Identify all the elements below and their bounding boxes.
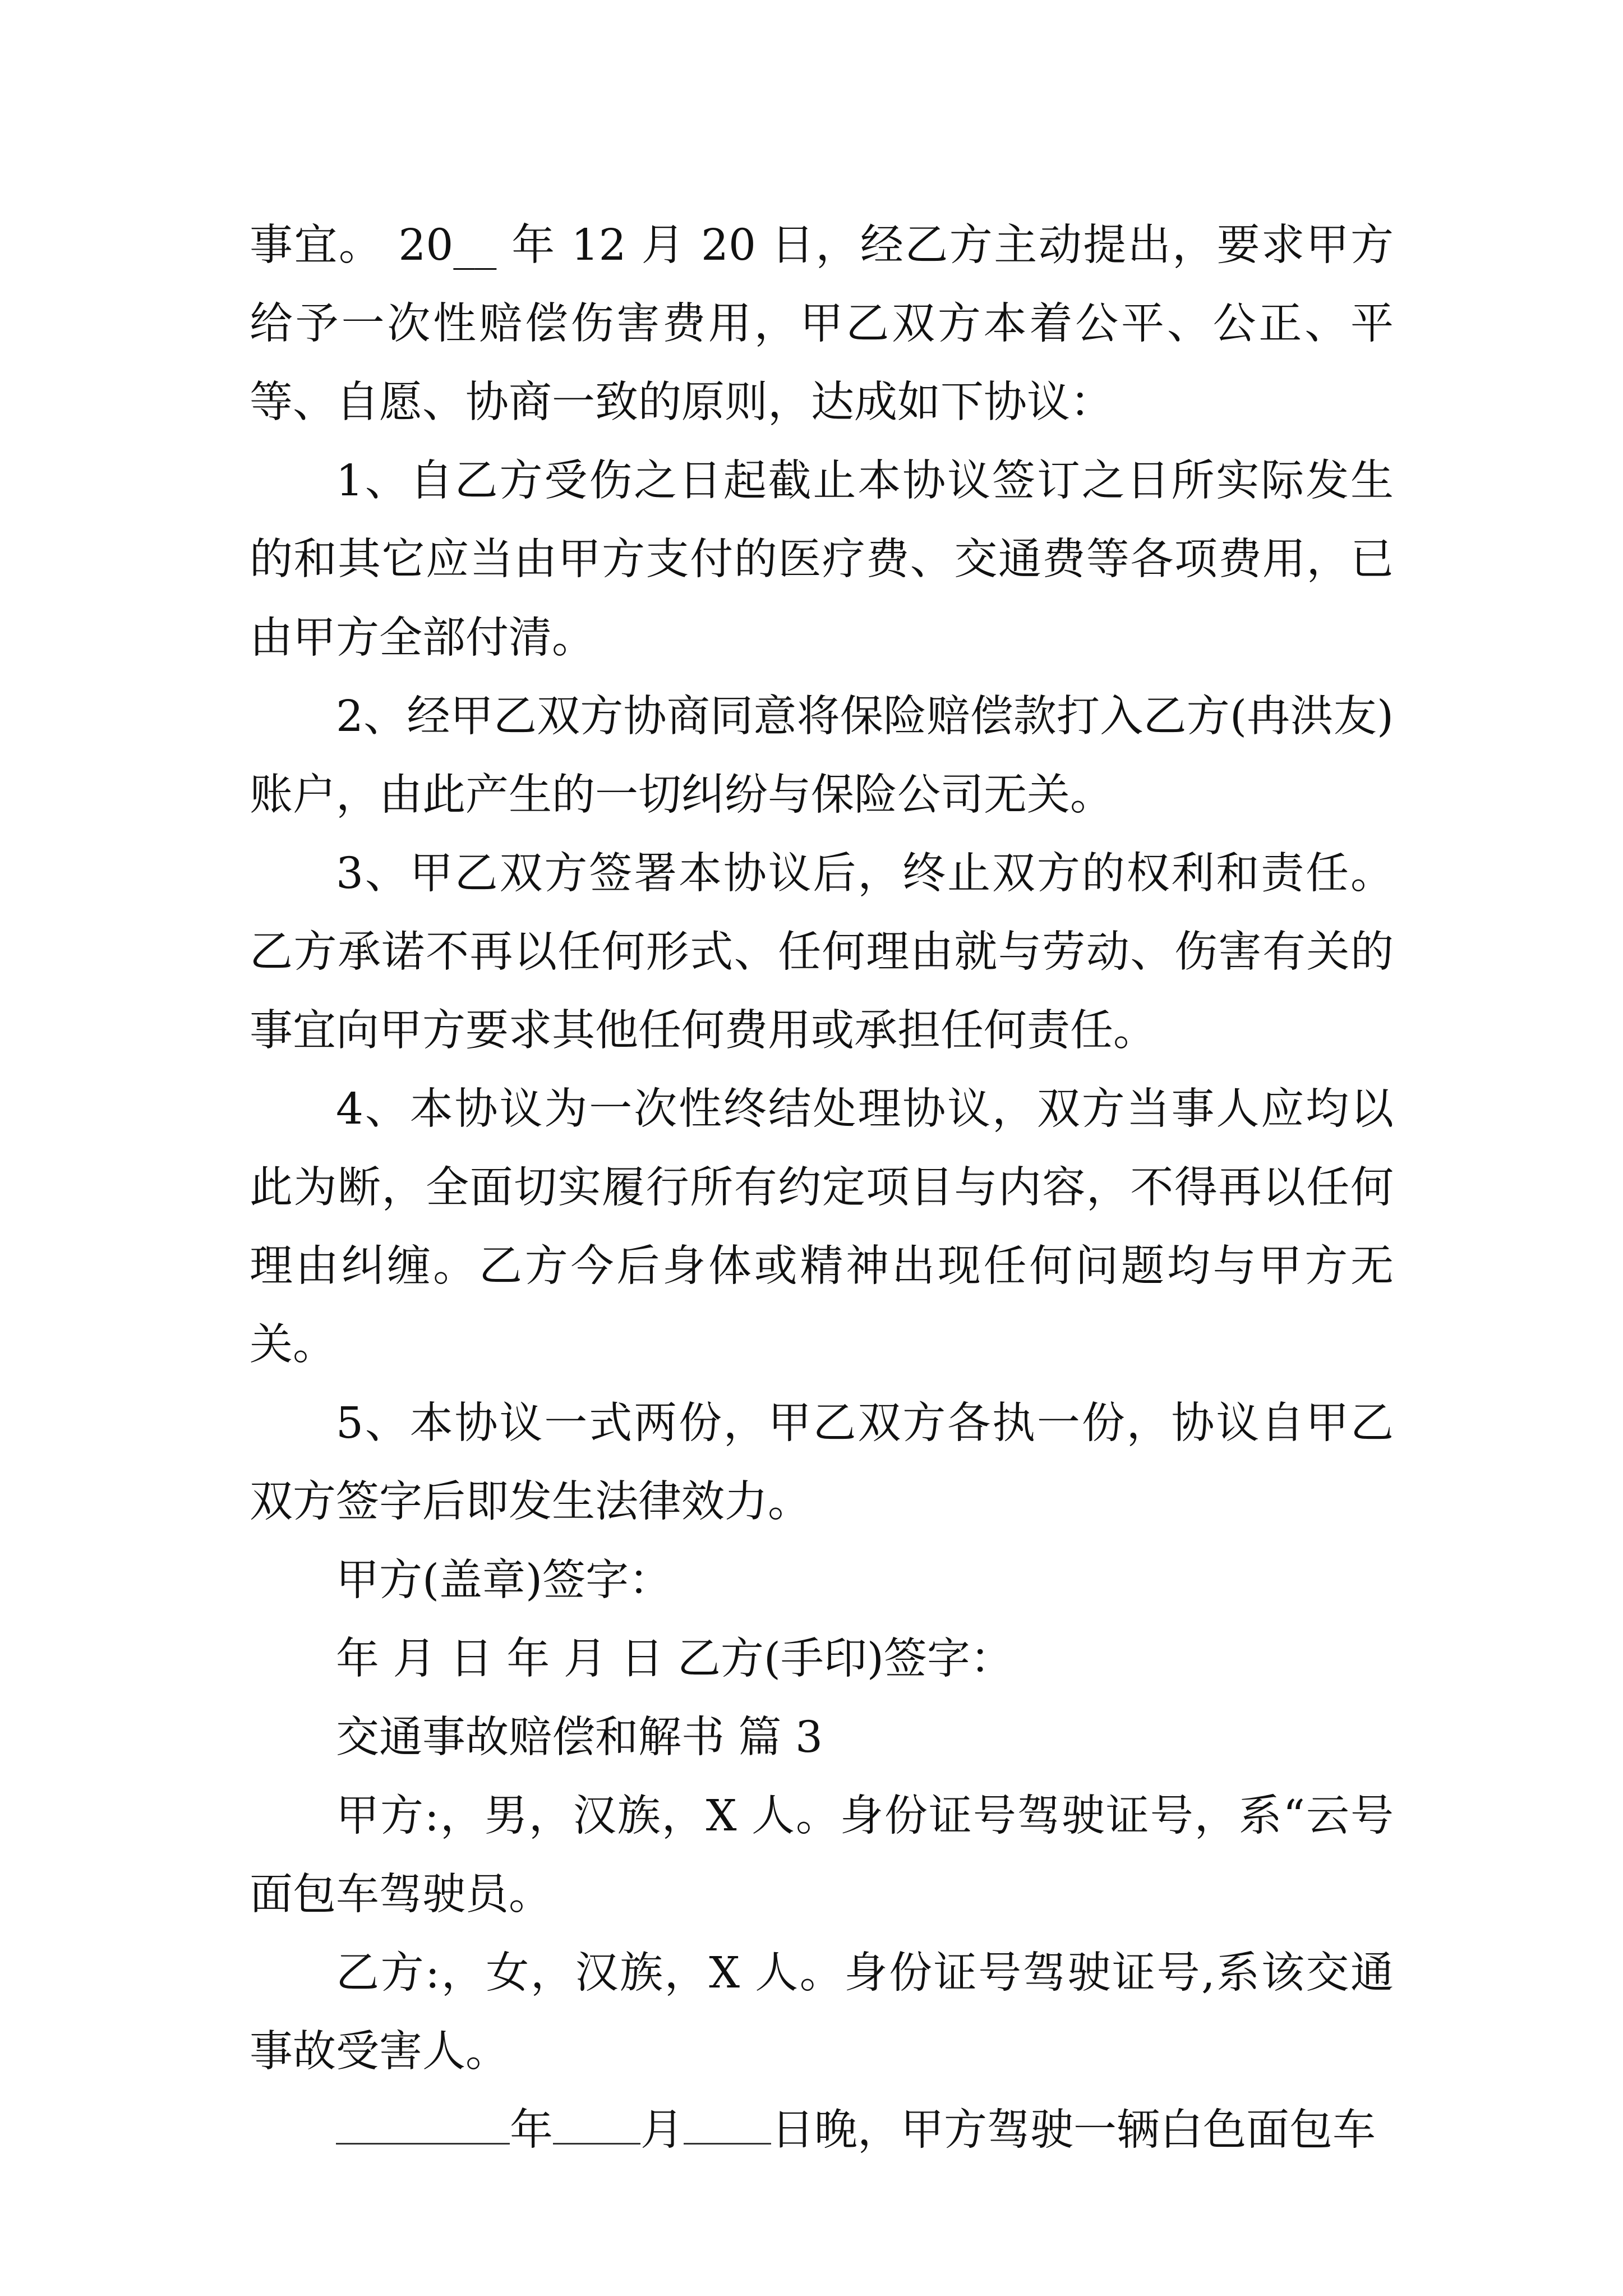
document-body	[250, 206, 1394, 2170]
section-heading: 交通事故赔偿和解书 篇 3	[336, 1713, 823, 1763]
signature-dates-party-b: 年 月 日 年 月 日 乙方(手印)签字：	[336, 1634, 1013, 1684]
year-label: 年	[510, 2105, 553, 2155]
paragraph-party-b-info: 乙方:，女，汉族，X 人。身份证号驾驶证号,系该交通事故受害人。	[250, 1948, 1394, 2077]
blank-month	[553, 2106, 640, 2145]
paragraph-clause-2: 2、经甲乙双方协商同意将保险赔偿款打入乙方(冉洪友)账户，由此产生的一切纠纷与保险公司无关。	[250, 692, 1394, 820]
incident-text: 日晚，甲方驾驶一辆白色面包车	[771, 2105, 1376, 2155]
signature-party-a: 甲方(盖章)签字：	[336, 1556, 672, 1605]
paragraph-intro: 事宜。 20__ 年 12 月 20 日，经乙方主动提出，要求甲方给予一次性赔偿伤害费用，甲乙双方本着公平、公正、平等、自愿、协商一致的原则，达成如下协议：	[250, 220, 1394, 427]
paragraph-clause-5: 5、本协议一式两份，甲乙双方各执一份，协议自甲乙双方签字后即发生法律效力。	[250, 1398, 1394, 1527]
paragraph-clause-1: 1、自乙方受伤之日起截止本协议签订之日所实际发生的和其它应当由甲方支付的医疗费、交通费等各项费用，已由甲方全部付清。	[250, 456, 1394, 663]
blank-day	[684, 2106, 771, 2145]
paragraph-party-a-info: 甲方:，男，汉族，X 人。身份证号驾驶证号，系“云号面包车驾驶员。	[250, 1791, 1394, 1920]
blank-year	[336, 2106, 510, 2145]
paragraph-clause-4: 4、本协议为一次性终结处理协议，双方当事人应均以此为断，全面切实履行所有约定项目与内容，不得再以任何理由纠缠。乙方今后身体或精神出现任何问题均与甲方无关。	[250, 1084, 1394, 1370]
month-label: 月	[640, 2105, 684, 2155]
paragraph-clause-3: 3、甲乙双方签署本协议后，终止双方的权利和责任。乙方承诺不再以任何形式、任何理由就与劳动、伤害有关的事宜向甲方要求其他任何费用或承担任何责任。	[250, 849, 1394, 1056]
paragraph-incident-start	[250, 2091, 1394, 2170]
